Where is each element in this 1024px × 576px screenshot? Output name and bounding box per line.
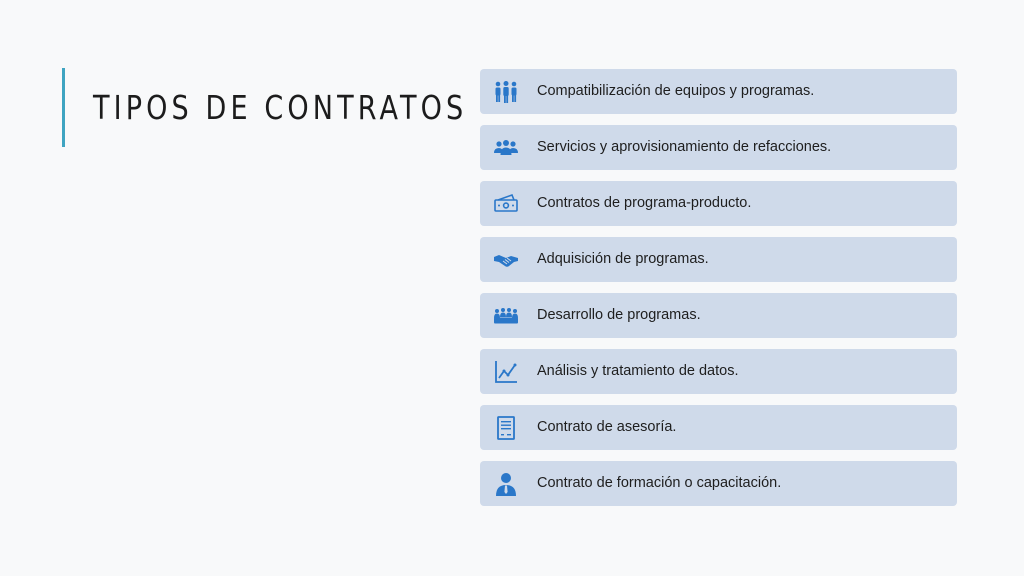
list-item-label: Análisis y tratamiento de datos.	[537, 363, 739, 379]
list-item-label: Compatibilización de equipos y programas.	[537, 83, 815, 99]
list-item-contratos-producto	[480, 181, 957, 226]
list-item-label: Contrato de asesoría.	[537, 419, 677, 435]
list-item-label: Contratos de programa-producto.	[537, 195, 752, 211]
person-icon	[493, 471, 519, 497]
list-item-label: Adquisición de programas.	[537, 251, 709, 267]
list-item-compatibilizacion	[480, 69, 957, 114]
list-item-adquisicion	[480, 237, 957, 282]
team-people-icon	[493, 79, 519, 105]
handshake-icon	[493, 247, 519, 273]
slide-title: TIPOS DE CONTRATOS	[93, 88, 468, 127]
line-chart-icon	[493, 359, 519, 385]
list-item-asesoria	[480, 405, 957, 450]
document-icon	[493, 415, 519, 441]
list-item-label: Servicios y aprovisionamiento de refacciones.	[537, 139, 832, 155]
contract-types-list	[480, 69, 957, 517]
list-item-servicios	[480, 125, 957, 170]
list-item-formacion	[480, 461, 957, 506]
list-item-analisis	[480, 349, 957, 394]
list-item-label: Contrato de formación o capacitación.	[537, 475, 782, 491]
money-icon	[493, 191, 519, 217]
list-item-label: Desarrollo de programas.	[537, 307, 701, 323]
title-accent-bar	[62, 68, 65, 147]
meeting-icon	[493, 303, 519, 329]
list-item-desarrollo	[480, 293, 957, 338]
group-icon	[493, 135, 519, 161]
